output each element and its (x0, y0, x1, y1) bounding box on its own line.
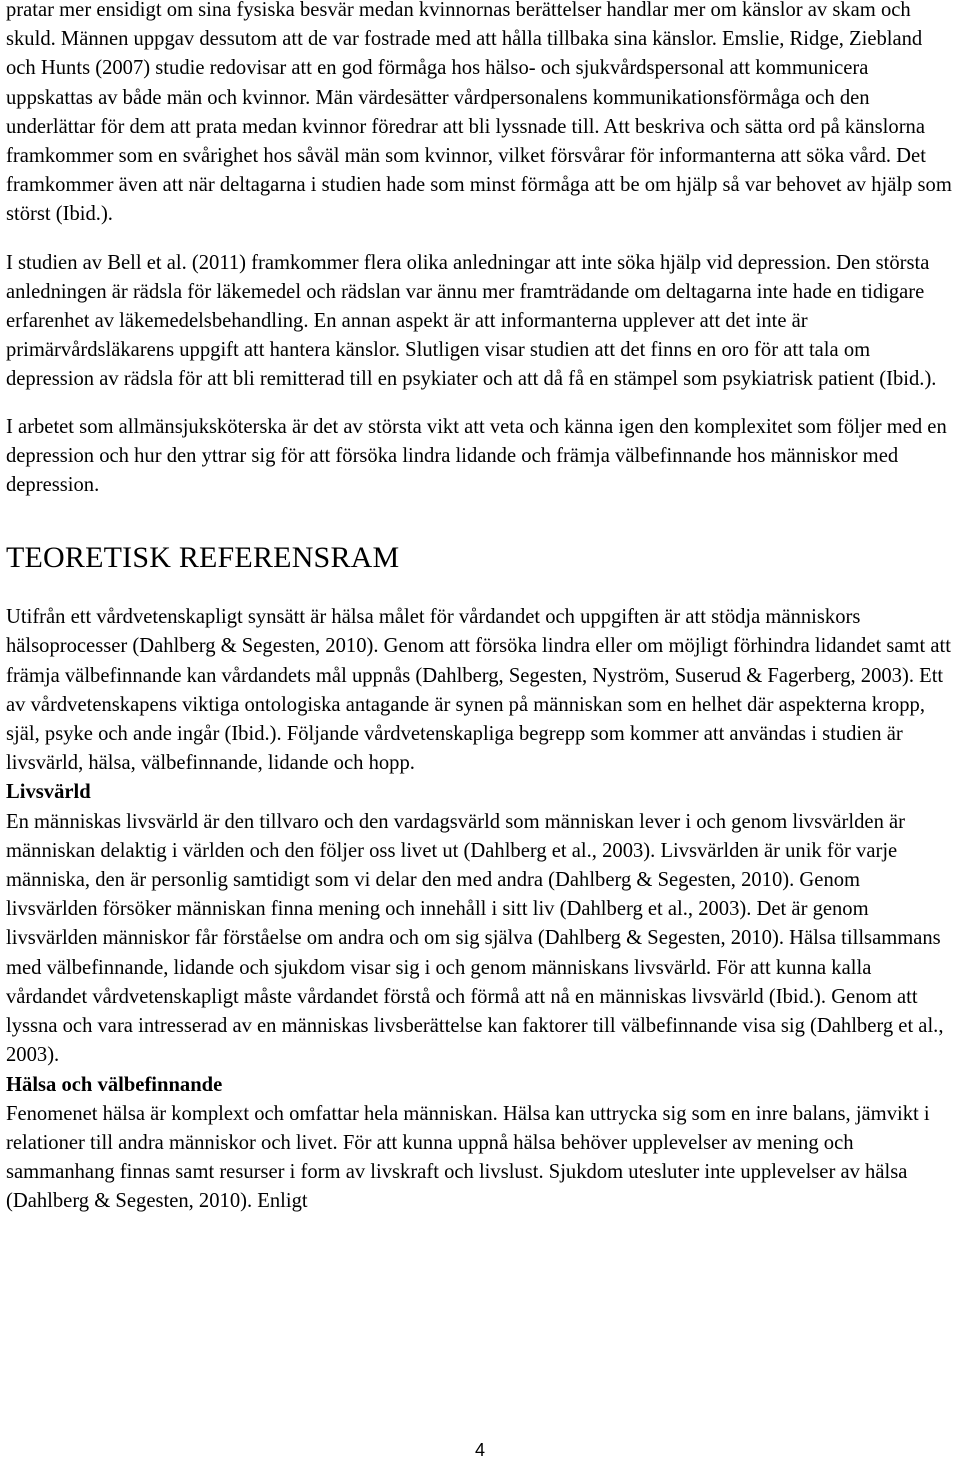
body-paragraph: pratar mer ensidigt om sina fysiska besvär medan kvinnornas berättelser handlar mer om känslor av skam och skuld. Männen uppgav dessutom att de var fostrade med att hålla tillbaka sina känslor. Emslie, Ridge, Ziebland och Hunts (2007) studie redovisar att en god förmåga hos hälso- och sjukvårdspersonal att kommunicera uppskattas av både män och kvinnor. Män värdesätter vårdpersonalens kommunikationsförmåga och den underlättar för dem att prata medan kvinnor föredrar att bli lyssnade till. Att beskriva och sätta ord på känslorna framkommer som en svårighet hos såväl män som kvinnor, vilket försvårar för informanterna att söka vård. Det framkommer även att när deltagarna i studien hade som minst förmåga att be om hjälp så var behovet av hjälp som störst (Ibid.). (6, 0, 952, 226)
body-paragraph: I studien av Bell et al. (2011) framkommer flera olika anledningar att inte söka hjälp vid depression. Den största anledningen är rädsla för läkemedel och rädslan var ännu mer framträdande om deltagarna inte hade en tidigare erfarenhet av läkemedelsbehandling. En annan aspekt är att informanterna upplever att det inte är primärvårdsläkarens uppgift att hantera känslor. Slutligen visar studien att det finns en oro för att tala om depression av rädsla för att bli remitterad till en psykiater och att då få en stämpel som psykiatrisk patient (Ibid.). (6, 251, 937, 391)
document-page (6, 0, 954, 1217)
body-paragraph: Utifrån ett vårdvetenskapligt synsätt är hälsa målet för vårdandet och uppgiften är att stödja människors hälsoprocesser (Dahlberg & Segesten, 2010). Genom att försöka lindra eller om möjligt förhindra lidandet samt att främja välbefinnande kan vårdandets mål uppnås (Dahlberg, Segesten, Nyström, Suserud & Fagerberg, 2003). Ett av vårdvetenskapens viktiga ontologiska antagande är synen på människan som en helhet där aspekterna kropp, själ, psyke och ande ingår (Ibid.). Följande vårdvetenskapliga begrepp som kommer att användas i studien är livsvärld, hälsa, välbefinnande, lidande och hopp. (6, 606, 951, 775)
body-paragraph: En människas livsvärld är den tillvaro och den vardagsvärld som människan lever i och genom livsvärlden är människan delaktig i världen och den följer oss livet ut (Dahlberg et al., 2003). Livsvärlden är unik för varje människa, den är personlig samtidigt som vi delar den med andra (Dahlberg & Segesten, 2010). Genom livsvärlden försöker människan finna mening och innehåll i sitt liv (Dahlberg et al., 2003). Det är genom livsvärlden människor får förståelse om andra och om sig själva (Dahlberg & Segesten, 2010). Hälsa tillsammans med välbefinnande, lidande och sjukdom visar sig i och genom människans livsvärld. För att kunna kalla vårdandet vårdvetenskapligt måste vårdandet förstå och förmå att nå en människas livsvärld (Ibid.). Genom att lyssna och vara intresserad av en människas livsberättelse kan faktorer till välbefinnande visa sig (Dahlberg et al., 2003). (6, 810, 944, 1067)
body-paragraph: Fenomenet hälsa är komplext och omfattar hela människan. Hälsa kan uttrycka sig som en inre balans, jämvikt i relationer till andra människor och livet. För att kunna uppnå hälsa behöver upplevelser av mening och sammanhang finnas samt resurser i form av livskraft och livslust. Sjukdom utesluter inte upplevelser av hälsa (Dahlberg & Segesten, 2010). Enligt (6, 1102, 930, 1213)
section-heading: TEORETISK REFERENSRAM (6, 541, 400, 575)
page-number: 4 (474, 1440, 485, 1460)
subsection-heading: Livsvärld (6, 781, 91, 804)
subsection-heading: Hälsa och välbefinnande (6, 1073, 223, 1096)
body-paragraph: I arbetet som allmänsjuksköterska är det av största vikt att veta och känna igen den komplexitet som följer med en depression och hur den yttrar sig för att försöka lindra lidande och främja välbefinnande hos människor med depression. (6, 415, 947, 497)
